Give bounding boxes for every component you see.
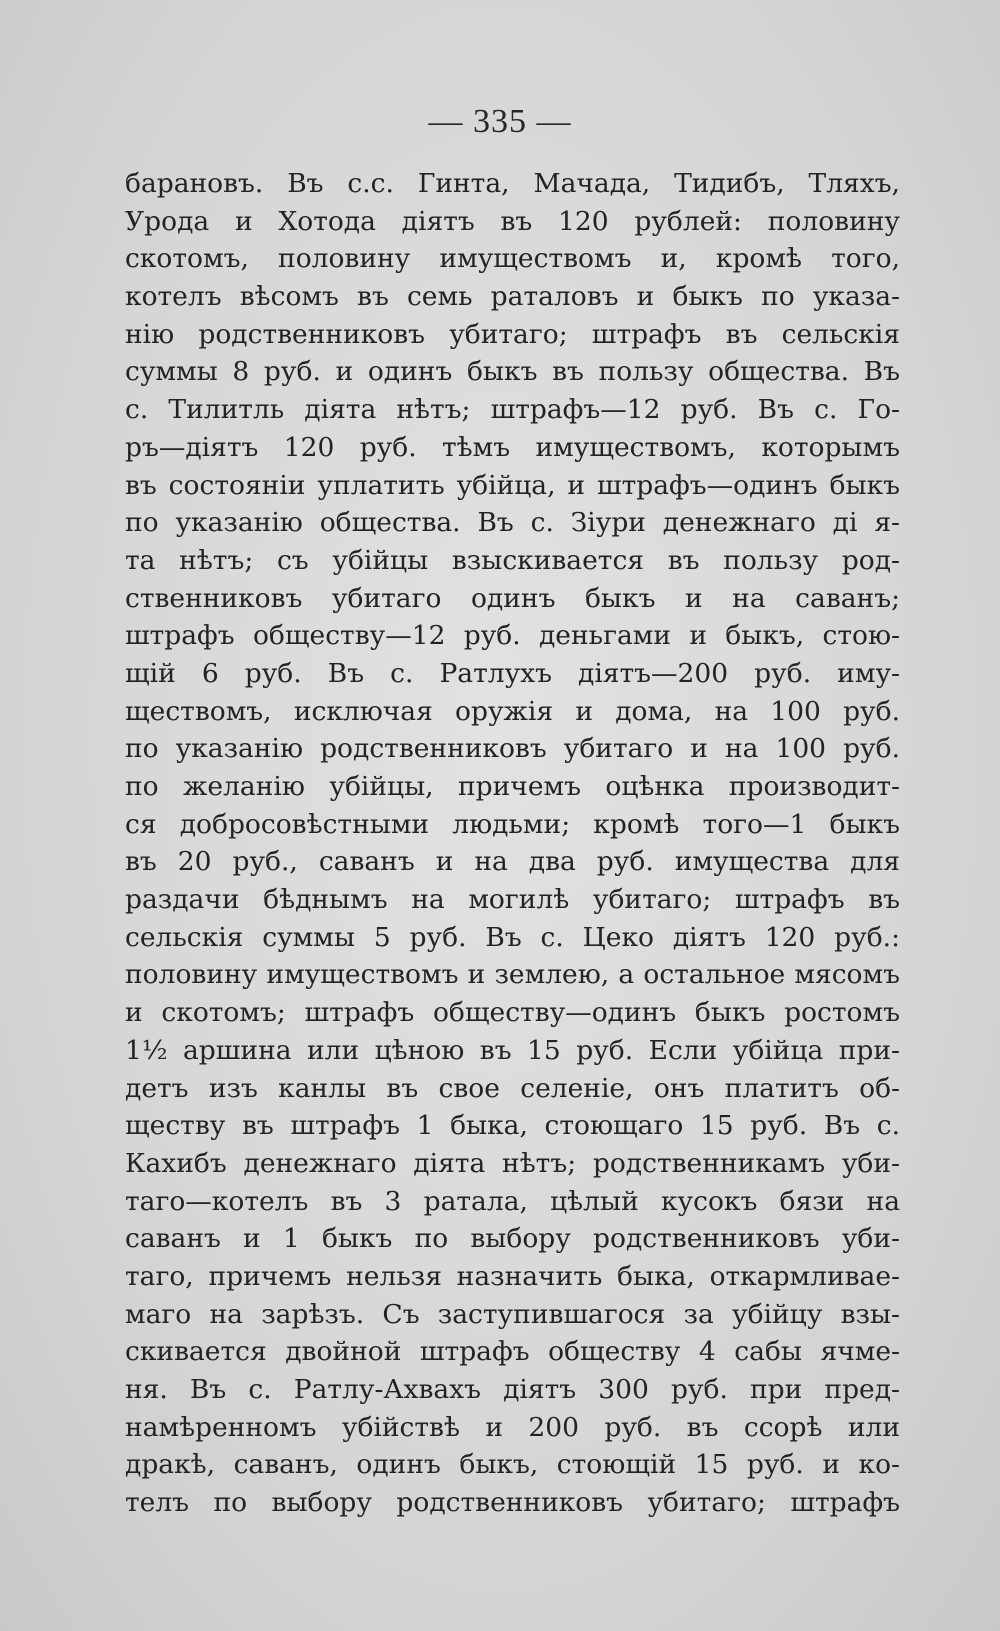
text-line: раздачи бѣднымъ на могилѣ убитаго; штрафъ въ [125,884,900,916]
text-line: въ 20 руб., саванъ и на два руб. имущества для [125,846,900,878]
text-line: ществомъ, исключая оружія и дома, на 100 руб. [125,695,900,727]
text-line: половину имуществомъ и землею, а остальное мясомъ [125,959,900,991]
text-line: маго на зарѣзъ. Съ заступившагося за убійцу взы- [125,1298,900,1330]
text-line: таго, причемъ нельзя назначить быка, откармливае- [125,1260,900,1292]
body-text [125,165,900,1522]
text-line: ня. Въ с. Ратлу-Ахвахъ діятъ 300 руб. при пред- [125,1374,900,1405]
text-line: по указанію родственниковъ убитаго и на 100 руб. [125,733,900,765]
text-line: по желанію убійцы, причемъ оцѣнка производит- [125,771,900,802]
text-line: по указанію общества. Въ с. Зіури денежнаго ді я- [125,507,900,539]
text-line: та нѣтъ; съ убійцы взыскивается въ пользу род- [125,544,900,576]
text-line: нію родственниковъ убитаго; штрафъ въ сельскія [125,318,900,350]
text-line: ществу въ штрафъ 1 быка, стоющаго 15 руб. Въ с. [125,1110,900,1142]
text-line: ръ—діятъ 120 руб. тѣмъ имуществомъ, которымъ [125,431,900,463]
text-line: штрафъ обществу—12 руб. деньгами и быкъ, стою- [125,620,900,652]
text-line: Урода и Хотода діятъ въ 120 рублей: половину [125,205,900,237]
page-number: — 335 — [428,103,572,140]
text-line: ся добросовѣстными людьми; кромѣ того—1 быкъ [125,808,900,840]
text-line: сельскія суммы 5 руб. Въ с. Цеко діятъ 120 руб.: [125,921,900,953]
text-line: намѣренномъ убійствѣ и 200 руб. въ ссорѣ или [125,1411,900,1443]
text-line: и скотомъ; штрафъ обществу—одинъ быкъ ростомъ [125,997,900,1029]
text-line: въ состояніи уплатить убійца, и штрафъ—одинъ быкъ [125,469,900,501]
text-line: дракѣ, саванъ, одинъ быкъ, стоющій 15 руб. и ко- [125,1449,900,1481]
text-line: Кахибъ денежнаго діята нѣтъ; родственникамъ уби- [125,1147,900,1179]
text-line: с. Тилитль діята нѣтъ; штрафъ—12 руб. Въ с. Го- [125,394,900,426]
text-line: 1½ аршина или цѣною въ 15 руб. Если убійца при- [125,1034,900,1066]
text-line: детъ изъ канлы въ свое селеніе, онъ платитъ об- [125,1072,900,1104]
text-line: суммы 8 руб. и одинъ быкъ въ пользу общества. Въ [125,356,900,388]
text-line: скотомъ, половину имуществомъ и, кромѣ того, [125,243,900,275]
text-line: щій 6 руб. Въ с. Ратлухъ діятъ—200 руб. иму- [125,657,900,689]
text-line: саванъ и 1 быкъ по выбору родственниковъ уби- [125,1223,900,1255]
text-line: таго—котелъ въ 3 ратала, цѣлый кусокъ бязи на [125,1185,900,1217]
text-line: ственниковъ убитаго одинъ быкъ и на саванъ; [125,582,900,614]
text-line: скивается двойной штрафъ обществу 4 сабы ячме- [125,1336,900,1368]
text-line: барановъ. Въ с.с. Гинта, Мачада, Тидибъ, Тляхъ, [125,168,900,199]
text-line: котелъ вѣсомъ въ семь раталовъ и быкъ по указа- [125,281,900,313]
text-line: телъ по выбору родственниковъ убитаго; штрафъ [125,1487,900,1519]
